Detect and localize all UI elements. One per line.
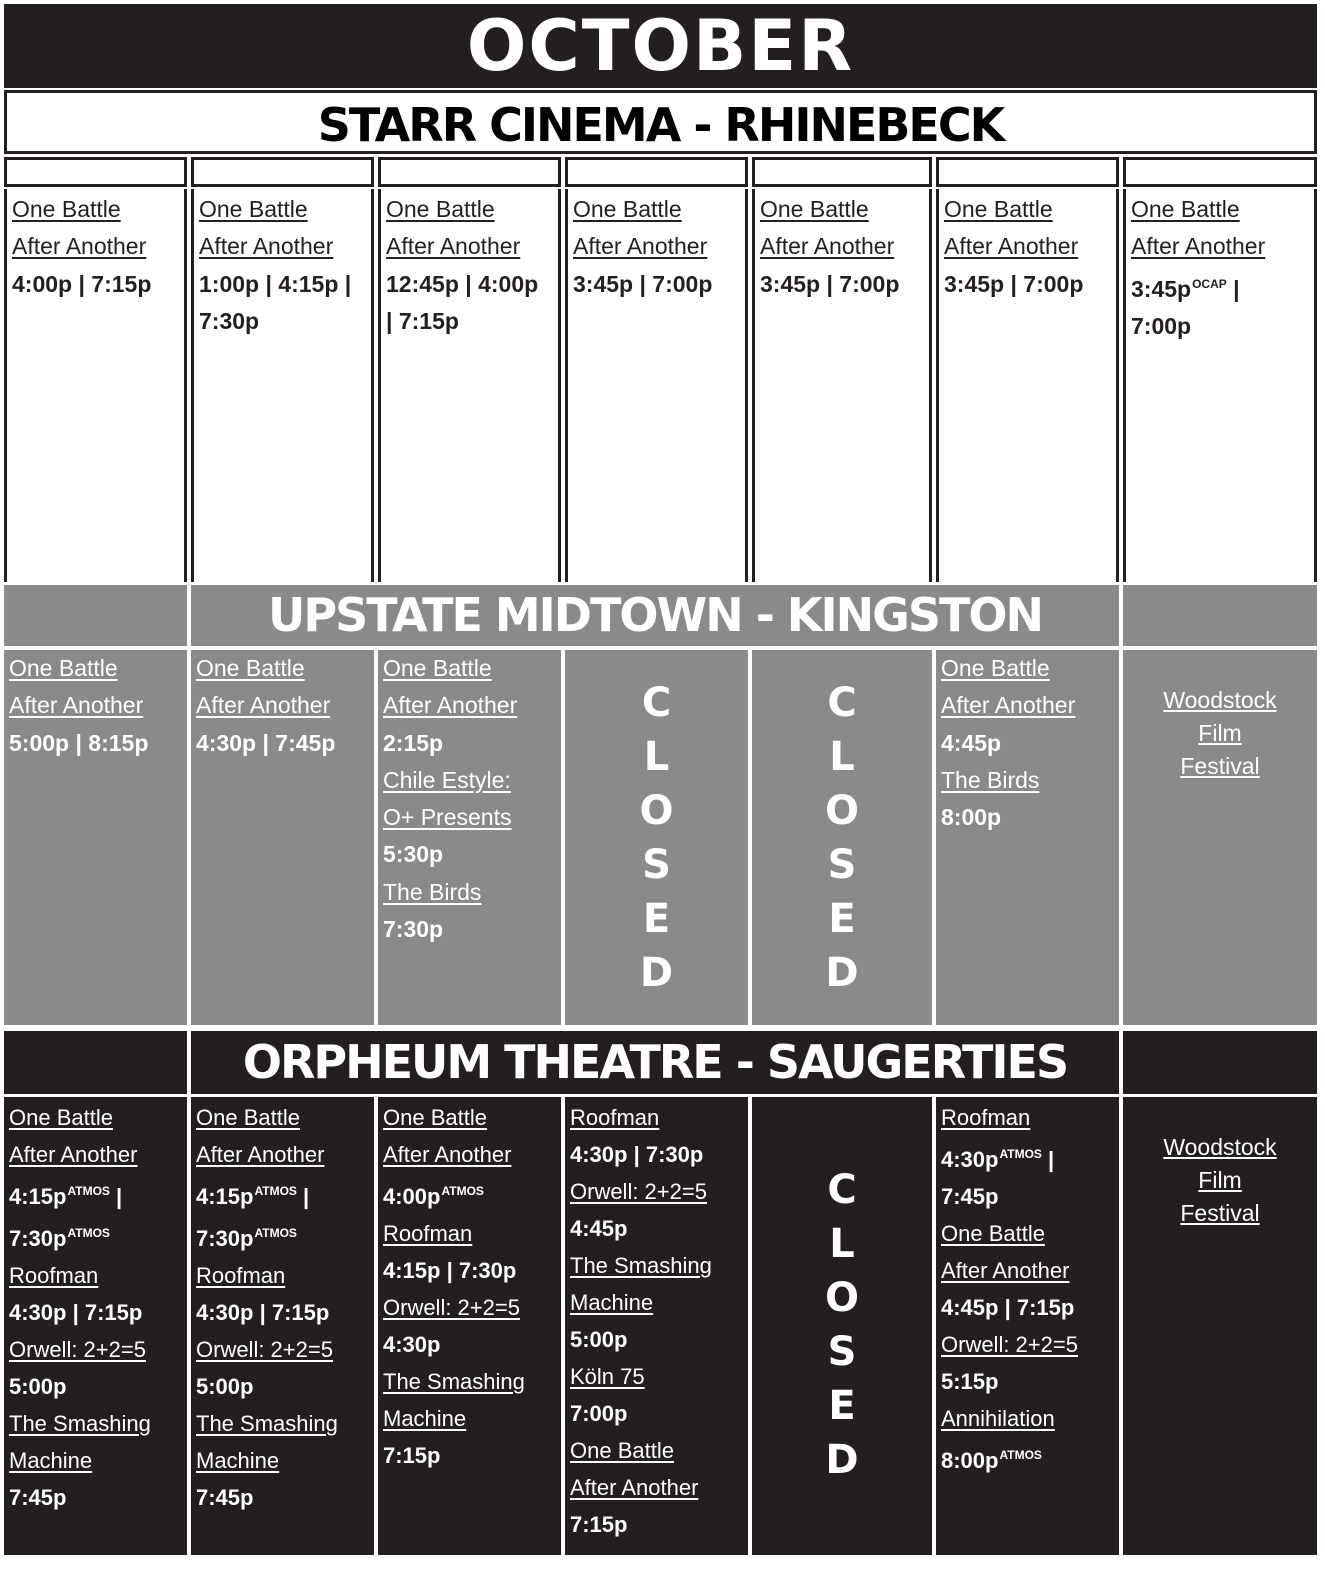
festival-cell xyxy=(1123,650,1317,1025)
movie-title-link[interactable]: The Smashing xyxy=(9,1411,151,1436)
showtime-value: 4:45p xyxy=(570,1216,628,1241)
festival-cell xyxy=(1123,1097,1317,1555)
festival-link[interactable]: Festival xyxy=(1180,753,1260,779)
venue-band-right xyxy=(1123,1031,1317,1094)
closed-cell xyxy=(752,1097,932,1555)
showtime xyxy=(1131,266,1309,308)
movie-title-link[interactable]: One Battle xyxy=(9,1105,113,1130)
movie-title-link[interactable]: Roofman xyxy=(196,1263,286,1288)
venue-band-right xyxy=(1123,585,1317,646)
schedule-cell-10 xyxy=(4,189,187,582)
showtime xyxy=(573,266,740,303)
showtime xyxy=(9,725,182,762)
movie-title-link[interactable]: After Another xyxy=(196,692,331,719)
showtime xyxy=(383,1173,556,1215)
showtime-value: 5:00p xyxy=(570,1327,628,1352)
schedule-cell-10 xyxy=(4,1097,187,1555)
movie-title-link[interactable]: Machine xyxy=(383,1406,467,1431)
showtime-value: 4:30p | 7:45p xyxy=(196,729,336,756)
schedule-cell-15 xyxy=(936,1097,1119,1555)
showtime-value: 4:15p | 7:30p xyxy=(383,1258,517,1283)
showtime xyxy=(760,266,924,303)
showtime-value: 5:00p xyxy=(196,1374,254,1399)
movie-title-link[interactable]: After Another xyxy=(386,233,521,260)
movie-title-link[interactable]: Chile Estyle: xyxy=(383,766,511,793)
showtime-value: | 7:15p xyxy=(386,307,459,334)
showtime xyxy=(9,1215,182,1257)
showtime-value: 5:00p xyxy=(9,1374,67,1399)
movie-title-link[interactable]: Annihilation xyxy=(941,1406,1055,1431)
showtime-value: 4:45p xyxy=(941,729,1002,756)
movie-title-link[interactable]: One Battle xyxy=(199,196,308,222)
closed-letter: S xyxy=(827,1329,857,1375)
showtime-value: 7:30p xyxy=(199,307,260,334)
schedule-cell-10 xyxy=(4,650,187,1025)
movie-title-link[interactable]: One Battle xyxy=(573,196,682,222)
movie-title-link[interactable]: O+ Presents xyxy=(383,804,512,831)
movie-title-link[interactable]: After Another xyxy=(1131,233,1266,260)
closed-letter: L xyxy=(829,1221,855,1267)
movie-title-link[interactable]: Machine xyxy=(196,1448,280,1473)
schedule-cell-11 xyxy=(191,189,374,582)
format-badge: ATMOS xyxy=(254,1184,297,1198)
closed-letter: D xyxy=(639,949,674,996)
showtime xyxy=(383,725,556,762)
closed-letter: O xyxy=(824,1275,859,1321)
showtime xyxy=(944,266,1111,303)
schedule-cell-16 xyxy=(1123,189,1317,582)
showtime-value: 4:30p | 7:30p xyxy=(570,1142,704,1167)
showtime-value: 3:45p | 7:00p xyxy=(573,270,713,297)
showtime-value: 7:30p xyxy=(196,1226,254,1251)
movie-title-link[interactable]: After Another xyxy=(199,233,334,260)
showtime xyxy=(9,1294,182,1331)
movie-title-link[interactable]: One Battle xyxy=(12,196,121,222)
showtime-value: 4:15p xyxy=(196,1184,254,1209)
closed-letter: S xyxy=(827,841,857,888)
movie-title-link[interactable]: After Another xyxy=(196,1142,325,1167)
movie-title-link[interactable]: Roofman xyxy=(9,1263,99,1288)
showtime xyxy=(941,1178,1114,1215)
movie-title-link[interactable]: The Birds xyxy=(383,878,482,905)
closed-letter: S xyxy=(642,841,671,888)
showtime-separator: | xyxy=(296,1184,310,1209)
schedule-cell-12 xyxy=(378,650,561,1025)
showtime-value: 7:45p xyxy=(941,1184,999,1209)
movie-title-link[interactable]: Machine xyxy=(9,1448,93,1473)
showtime-value: 3:45p | 7:00p xyxy=(944,270,1084,297)
showtime-value: 7:00p xyxy=(1131,312,1192,339)
showtime-value: 7:15p xyxy=(570,1512,628,1537)
showtime xyxy=(941,1136,1114,1178)
movie-title-link[interactable]: The Birds xyxy=(941,766,1040,793)
showtime xyxy=(570,1136,743,1173)
showtime-value: 5:00p | 8:15p xyxy=(9,729,149,756)
day-header-16 xyxy=(1123,157,1317,187)
format-badge: ATMOS xyxy=(441,1184,484,1198)
day-header-15 xyxy=(936,157,1119,187)
day-header-10 xyxy=(4,157,187,187)
movie-title-link[interactable]: The Smashing xyxy=(570,1253,712,1278)
schedule-cell-14 xyxy=(752,189,932,582)
showtime xyxy=(196,1368,369,1405)
closed-letter: C xyxy=(827,679,857,726)
showtime-separator: | xyxy=(109,1184,123,1209)
showtime xyxy=(570,1506,743,1543)
schedule-cell-11 xyxy=(191,1097,374,1555)
format-badge: ATMOS xyxy=(254,1226,297,1240)
closed-letter: L xyxy=(829,733,855,780)
schedule-cell-15 xyxy=(936,189,1119,582)
showtime xyxy=(386,303,553,340)
showtime xyxy=(570,1321,743,1358)
schedule-cell-13 xyxy=(565,1097,748,1555)
movie-title-link[interactable]: After Another xyxy=(570,1475,699,1500)
showtime xyxy=(1131,308,1309,345)
showtime xyxy=(196,725,369,762)
schedule-cell-12 xyxy=(378,189,561,582)
closed-letter: D xyxy=(825,949,859,996)
venue-title-starr: STARR CINEMA - RHINEBECK xyxy=(4,90,1317,154)
showtime xyxy=(12,266,179,303)
movie-title-link[interactable]: After Another xyxy=(9,692,144,719)
closed-cell xyxy=(565,650,748,1025)
showtime-value: 4:30p xyxy=(383,1332,441,1357)
movie-title-link[interactable]: Machine xyxy=(570,1290,654,1315)
schedule-cell-15 xyxy=(936,650,1119,1025)
venue-title-upstate-midtown-kingston: UPSTATE MIDTOWN - KINGSTON xyxy=(191,585,1119,646)
closed-letter: C xyxy=(641,679,672,726)
movie-title-link[interactable]: The Smashing xyxy=(383,1369,525,1394)
showtime-value: 4:00p xyxy=(383,1184,441,1209)
day-header-13 xyxy=(565,157,748,187)
showtime xyxy=(9,1173,182,1215)
closed-letter: O xyxy=(824,787,859,834)
showtime-value: 4:45p | 7:15p xyxy=(941,1295,1075,1320)
showtime-separator: | xyxy=(1041,1147,1055,1172)
showtime xyxy=(386,266,553,303)
showtime xyxy=(199,303,366,340)
closed-letter: L xyxy=(643,733,670,780)
showtime-value: 7:45p xyxy=(9,1485,67,1510)
movie-title-link[interactable]: Orwell: 2+2=5 xyxy=(9,1337,146,1362)
showtime xyxy=(9,1479,182,1516)
day-header-14 xyxy=(752,157,932,187)
movie-title-link[interactable]: One Battle xyxy=(944,196,1053,222)
schedule-cell-13 xyxy=(565,189,748,582)
showtime-value: 8:00p xyxy=(941,1448,999,1473)
format-badge: ATMOS xyxy=(67,1226,110,1240)
movie-title-link[interactable]: After Another xyxy=(9,1142,138,1167)
showtime xyxy=(570,1210,743,1247)
showtime xyxy=(383,1437,556,1474)
format-badge: OCAP xyxy=(1192,276,1227,291)
venue-band-left xyxy=(4,1031,187,1094)
showtime-separator: | xyxy=(1226,275,1240,302)
movie-title-link[interactable]: One Battle xyxy=(1131,196,1240,222)
showtime xyxy=(196,1479,369,1516)
movie-title-link[interactable]: After Another xyxy=(573,233,708,260)
showtime-value: 7:15p xyxy=(383,1443,441,1468)
showtime-value: 7:30p xyxy=(383,916,444,943)
schedule-cell-11 xyxy=(191,650,374,1025)
movie-title-link[interactable]: After Another xyxy=(941,692,1076,719)
showtime xyxy=(383,1252,556,1289)
movie-title-link[interactable]: Roofman xyxy=(570,1105,660,1130)
movie-title-link[interactable]: Orwell: 2+2=5 xyxy=(570,1179,707,1204)
venue-band-left xyxy=(4,585,187,646)
showtime xyxy=(383,1326,556,1363)
movie-title-link[interactable]: After Another xyxy=(383,1142,512,1167)
movie-title-link[interactable]: After Another xyxy=(383,692,518,719)
showtime xyxy=(196,1294,369,1331)
movie-title-link[interactable]: One Battle xyxy=(941,1221,1045,1246)
showtime-value: 5:30p xyxy=(383,841,444,868)
month-title: OCTOBER xyxy=(4,4,1317,88)
venue-title-orpheum-theatre-saugerties: ORPHEUM THEATRE - SAUGERTIES xyxy=(191,1031,1119,1094)
festival-link[interactable]: Festival xyxy=(1180,1200,1260,1226)
closed-letter: C xyxy=(827,1167,857,1213)
showtime-value: 4:30p | 7:15p xyxy=(196,1300,330,1325)
movie-title-link[interactable]: One Battle xyxy=(9,655,118,681)
showtime xyxy=(570,1395,743,1432)
movie-title-link[interactable]: One Battle xyxy=(383,655,492,681)
showtime xyxy=(941,799,1114,836)
closed-letter: O xyxy=(639,787,674,834)
showtime xyxy=(196,1215,369,1257)
showtime-value: 5:15p xyxy=(941,1369,999,1394)
showtime-value: 4:30p | 7:15p xyxy=(9,1300,143,1325)
movie-title-link[interactable]: Orwell: 2+2=5 xyxy=(196,1337,333,1362)
showtime-value: 12:45p | 4:00p xyxy=(386,270,539,297)
format-badge: ATMOS xyxy=(999,1448,1042,1462)
closed-letter: D xyxy=(825,1437,859,1483)
closed-letter: E xyxy=(642,895,671,942)
movie-title-link[interactable]: One Battle xyxy=(196,1105,300,1130)
movie-title-link[interactable]: After Another xyxy=(760,233,895,260)
day-header-11 xyxy=(191,157,374,187)
movie-title-link[interactable]: Roofman xyxy=(383,1221,473,1246)
format-badge: ATMOS xyxy=(67,1184,110,1198)
movie-title-link[interactable]: The Smashing xyxy=(196,1411,338,1436)
showtime xyxy=(196,1173,369,1215)
movie-title-link[interactable]: After Another xyxy=(944,233,1079,260)
movie-title-link[interactable]: One Battle xyxy=(941,655,1050,681)
movie-title-link[interactable]: One Battle xyxy=(383,1105,487,1130)
showtime xyxy=(941,1289,1114,1326)
showtime-value: 7:45p xyxy=(196,1485,254,1510)
showtime xyxy=(383,911,556,948)
showtime-value: 3:45p xyxy=(1131,275,1192,302)
showtime xyxy=(941,1363,1114,1400)
showtime-value: 7:00p xyxy=(570,1401,628,1426)
festival-link[interactable]: Woodstock xyxy=(1163,687,1277,713)
showtime-value: 4:00p | 7:15p xyxy=(12,270,152,297)
showtime-value: 3:45p | 7:00p xyxy=(760,270,900,297)
showtime-value: 2:15p xyxy=(383,729,444,756)
closed-letter: E xyxy=(828,1383,856,1429)
closed-cell xyxy=(752,650,932,1025)
movie-title-link[interactable]: Köln 75 xyxy=(570,1364,645,1389)
movie-title-link[interactable]: Roofman xyxy=(941,1105,1031,1130)
showtime-value: 7:30p xyxy=(9,1226,67,1251)
festival-link[interactable]: Woodstock xyxy=(1163,1134,1277,1160)
format-badge: ATMOS xyxy=(999,1147,1042,1161)
movie-title-link[interactable]: One Battle xyxy=(570,1438,674,1463)
festival-link[interactable]: Film xyxy=(1198,720,1242,746)
day-header-12 xyxy=(378,157,561,187)
showtime xyxy=(941,725,1114,762)
showtime-value: 4:30p xyxy=(941,1147,999,1172)
movie-title-link[interactable]: Orwell: 2+2=5 xyxy=(941,1332,1078,1357)
closed-letter: E xyxy=(828,895,856,942)
showtime-value: 8:00p xyxy=(941,804,1002,831)
festival-link[interactable]: Film xyxy=(1198,1167,1242,1193)
showtime xyxy=(941,1437,1114,1479)
movie-title-link[interactable]: One Battle xyxy=(386,196,495,222)
movie-title-link[interactable]: After Another xyxy=(12,233,147,260)
showtime xyxy=(199,266,366,303)
showtime xyxy=(383,836,556,873)
showtime-value: 1:00p | 4:15p | xyxy=(199,270,352,297)
movie-title-link[interactable]: Orwell: 2+2=5 xyxy=(383,1295,520,1320)
movie-title-link[interactable]: One Battle xyxy=(196,655,305,681)
schedule-cell-12 xyxy=(378,1097,561,1555)
showtime-value: 4:15p xyxy=(9,1184,67,1209)
showtime xyxy=(9,1368,182,1405)
movie-title-link[interactable]: One Battle xyxy=(760,196,869,222)
movie-title-link[interactable]: After Another xyxy=(941,1258,1070,1283)
